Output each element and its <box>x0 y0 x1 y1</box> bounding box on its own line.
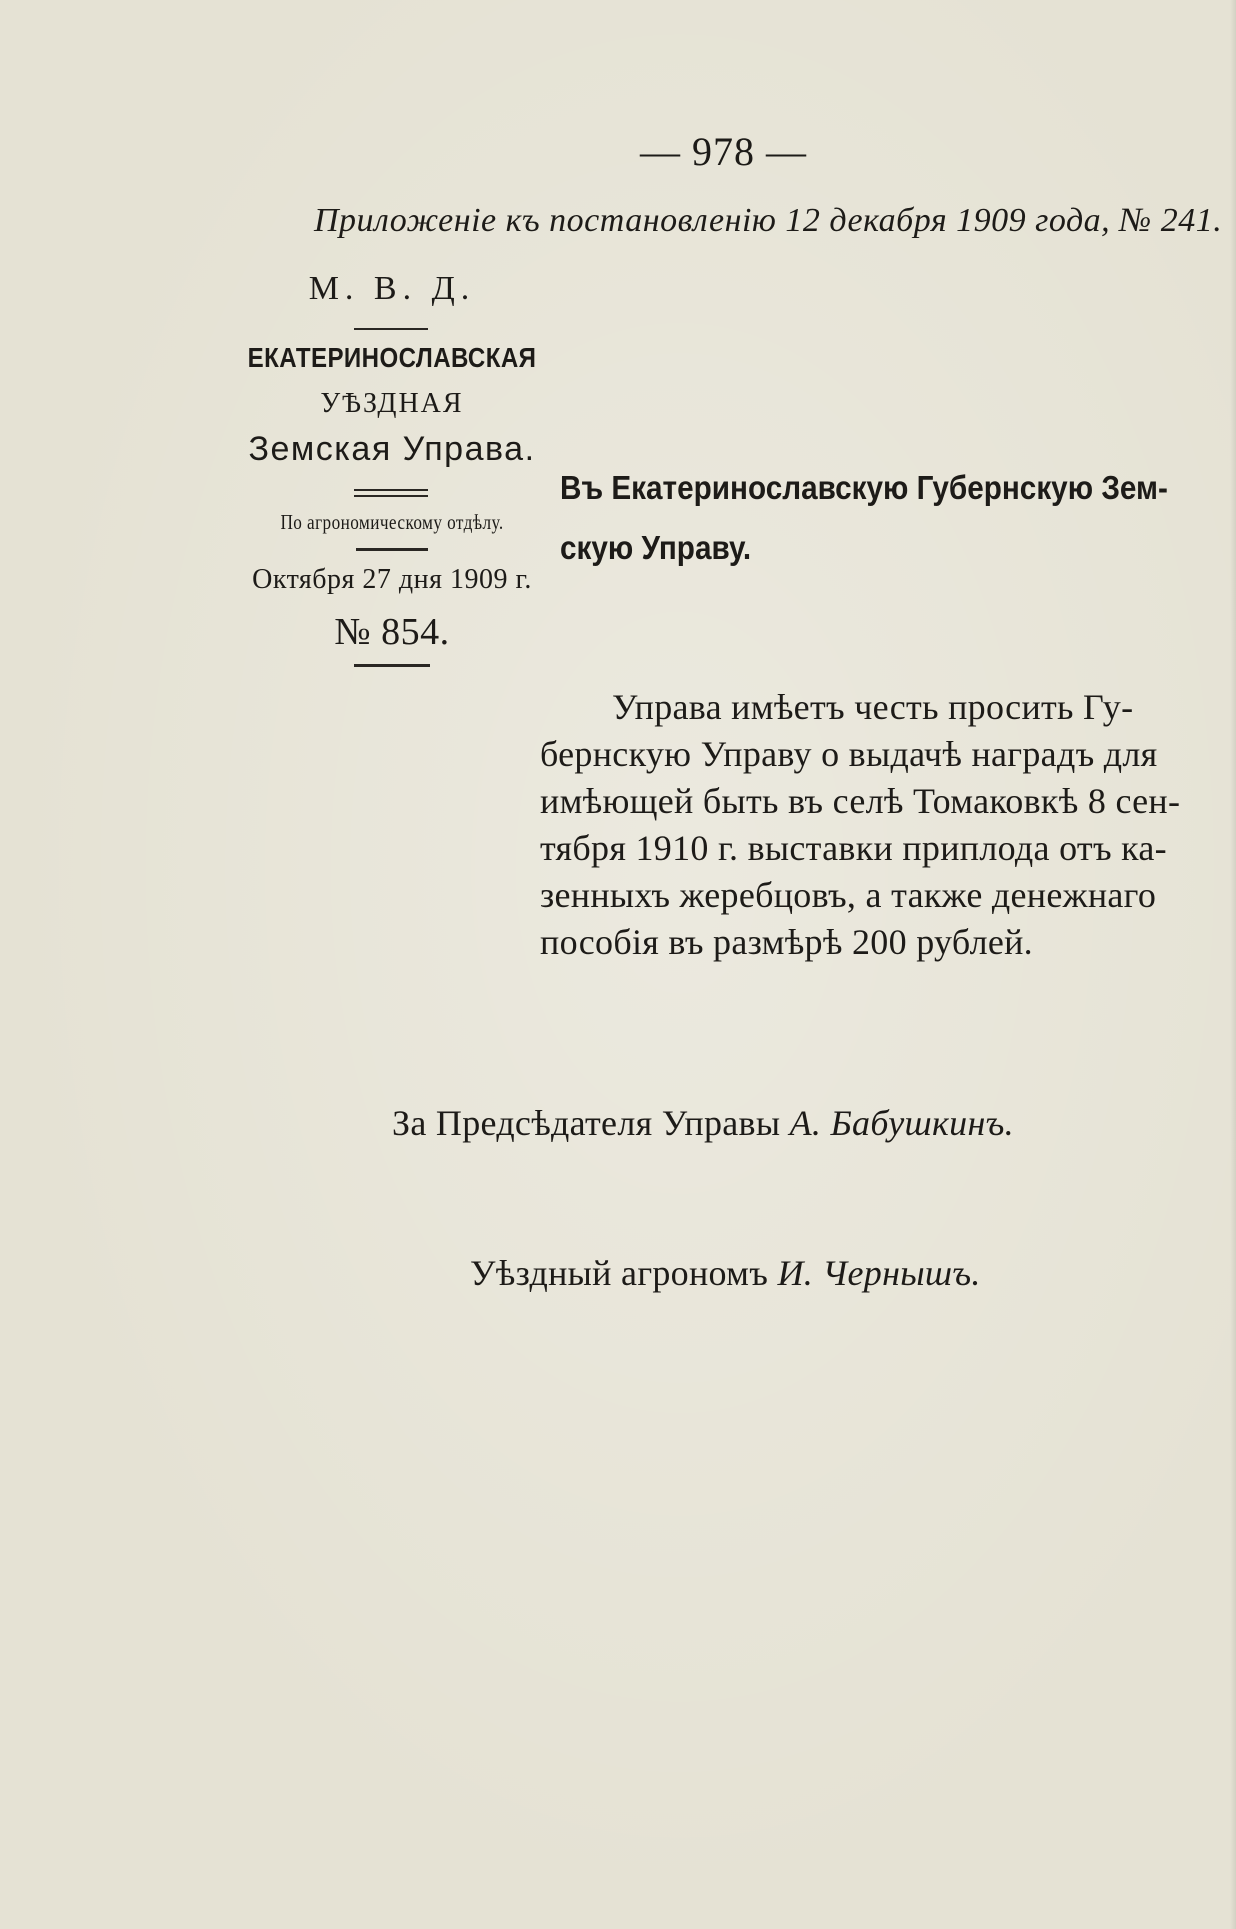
agronomist-title: Уѣздный агрономъ <box>470 1253 769 1293</box>
chair-signature <box>392 1102 1014 1144</box>
body-line: Управа имѣетъ честь просить Гу- <box>612 687 1134 727</box>
office-board: Земская Управа. <box>248 430 536 468</box>
chair-name: А. Бабушкинъ. <box>789 1103 1014 1143</box>
letter-number: № 854. <box>334 611 450 653</box>
agronomist-signature <box>470 1252 981 1294</box>
divider <box>354 489 428 491</box>
addressee-line: скую Управу. <box>560 529 752 566</box>
chair-title: За Предсѣдателя Управы <box>392 1103 781 1143</box>
divider <box>354 495 428 497</box>
appendix-note: Приложеніе къ постановленію 12 декабря 1909 года, № 241. <box>314 202 1223 239</box>
addressee <box>560 458 1168 578</box>
scan-edge-shadow <box>1230 0 1236 1929</box>
office-name: ЕКАТЕРИНОСЛАВСКАЯ <box>247 342 537 373</box>
body-line: тября 1910 г. выставки приплода отъ ка- <box>540 828 1167 868</box>
department: По агрономическому отдѣлу. <box>280 510 504 534</box>
divider <box>354 328 428 330</box>
ministry-abbrev: М. В. Д. <box>308 270 476 307</box>
page-number: — 978 — <box>640 129 807 174</box>
body-line: зенныхъ жеребцовъ, а также денежнаго <box>540 875 1157 915</box>
body-line: имѣющей быть въ селѣ Томаковкѣ 8 сен- <box>540 781 1181 821</box>
office-type: УѢЗДНАЯ <box>320 388 464 419</box>
body-line: бернскую Управу о выдачѣ наградъ для <box>540 734 1158 774</box>
body-line: пособія въ размѣрѣ 200 рублей. <box>540 922 1033 962</box>
divider <box>356 548 428 551</box>
agronomist-name: И. Чернышъ. <box>777 1253 981 1293</box>
addressee-line: Въ Екатеринославскую Губернскую Зем- <box>560 469 1168 506</box>
letter-date: Октября 27 дня 1909 г. <box>252 564 532 595</box>
divider <box>354 664 430 667</box>
